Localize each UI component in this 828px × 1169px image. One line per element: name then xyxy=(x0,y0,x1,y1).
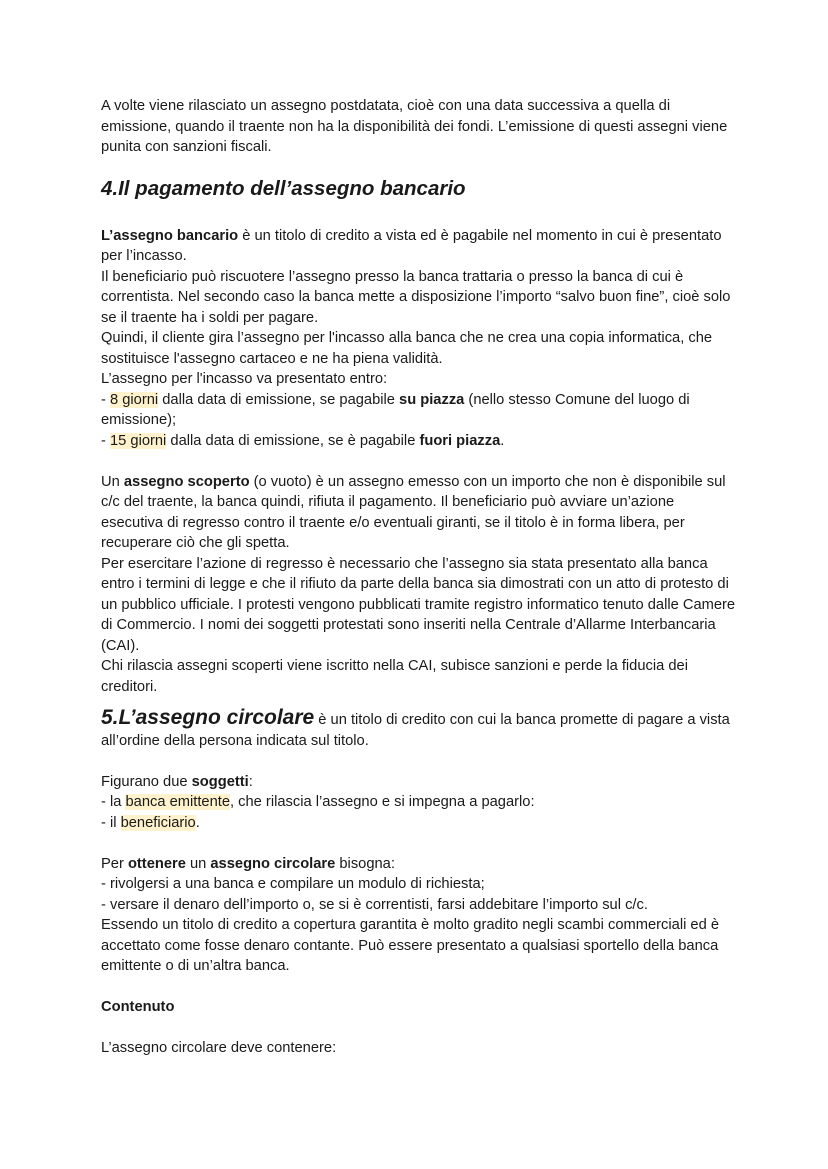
highlight-15-giorni: 15 giorni xyxy=(109,432,167,449)
regresso-paragraph: Per esercitare l’azione di regresso è necessario che l’assegno sia stata presentato alla banca entro i termini di legge e che il rifiuto da parte della banca sia dimostrati con un atto di protesto di un pubblico ufficiale. I protesti vengono pubblicati tramite registro informatico tenuto dalle Camere di Commercio. I nomi dei soggetti protestati sono inseriti nella Centrale d’Allarme Interbancaria (CAI). xyxy=(101,555,736,654)
definition-paragraph: L’assegno bancario è un titolo di credito a vista ed è pagabile nel momento in cui è presentato per l’incasso. xyxy=(101,227,722,264)
subject-item-1: - la banca emittente, che rilascia l’assegno e si impegna a pagarlo: xyxy=(101,794,535,810)
contenuto-intro: L’assegno circolare deve contenere: xyxy=(101,1040,337,1056)
subjects-intro: Figurano due soggetti: xyxy=(101,773,253,790)
deadline-item-1: - 8 giorni dalla data di emissione, se pagabile su piazza (nello stesso Comune del luogo di emissione); xyxy=(101,391,690,428)
subject-item-2: - il beneficiario. xyxy=(101,814,200,831)
deadline-intro: L’assegno per l'incasso va presentato entro: xyxy=(101,371,388,387)
obtain-item-1: - rivolgersi a una banca e compilare un modulo di richiesta; xyxy=(101,876,485,892)
highlight-8-giorni: 8 giorni xyxy=(109,391,159,408)
cai-paragraph: Chi rilascia assegni scoperti viene iscritto nella CAI, subisce sanzioni e perde la fiducia dei creditori. xyxy=(101,658,688,695)
highlight-banca-emittente: banca emittente xyxy=(125,794,230,810)
contenuto-heading: Contenuto xyxy=(101,999,175,1015)
section-4-heading: 4.Il pagamento dell’assegno bancario xyxy=(101,176,466,200)
deadline-item-2: - 15 giorni dalla data di emissione, se è pagabile fuori piazza. xyxy=(101,432,505,449)
term-assegno-bancario: L’assegno bancario xyxy=(101,227,239,244)
highlight-beneficiario: beneficiario xyxy=(120,814,196,831)
term-assegno-scoperto: assegno scoperto xyxy=(123,473,250,490)
section-5-heading: 5.L’assegno circolare xyxy=(101,706,315,729)
beneficiary-paragraph: Il beneficiario può riscuotere l’assegno presso la banca trattaria o presso la banca di cui è correntista. Nel secondo caso la banca mette a disposizione l’importo “salvo buon fine”, cioè solo se il traente ha i soldi per pagare. xyxy=(101,268,731,326)
obtain-intro: Per ottenere un assegno circolare bisogna: xyxy=(101,855,395,872)
incasso-paragraph: Quindi, il cliente gira l’assegno per l'incasso alla banca che ne crea una copia informatica, che sostituisce l'assegno cartaceo e ne ha piena validità. xyxy=(101,330,713,367)
obtain-item-2: - versare il denaro dell’importo o, se si è correntisti, farsi addebitare l’importo sul c/c. xyxy=(101,896,648,913)
assegno-scoperto-paragraph: Un assegno scoperto (o vuoto) è un assegno emesso con un importo che non è disponibile sul c/c del traente, la banca quindi, rifiuta il pagamento. Il beneficiario può avviare un’azione esecutiva di regresso contro il traente e/o eventuali giranti, se il titolo è in forma libera, per recuperare ciò che gli spetta. xyxy=(101,473,726,551)
section-5-heading-paragraph: 5.L’assegno circolare è un titolo di credito con cui la banca promette di pagare a vista all’ordine della persona indicata sul titolo. xyxy=(101,706,730,749)
garanzia-paragraph: Essendo un titolo di credito a copertura garantita è molto gradito negli scambi commerciali ed è accettato come fosse denaro contante. Può essere presentato a qualsiasi sportello della banca emittente o di un’altra banca. xyxy=(101,917,720,974)
intro-paragraph: A volte viene rilasciato un assegno postdatata, cioè con una data successiva a quella di emissione, quando il traente non ha la disponibilità dei fondi. L’emissione di questi assegni viene punita con sanzioni fiscali. xyxy=(101,98,728,155)
